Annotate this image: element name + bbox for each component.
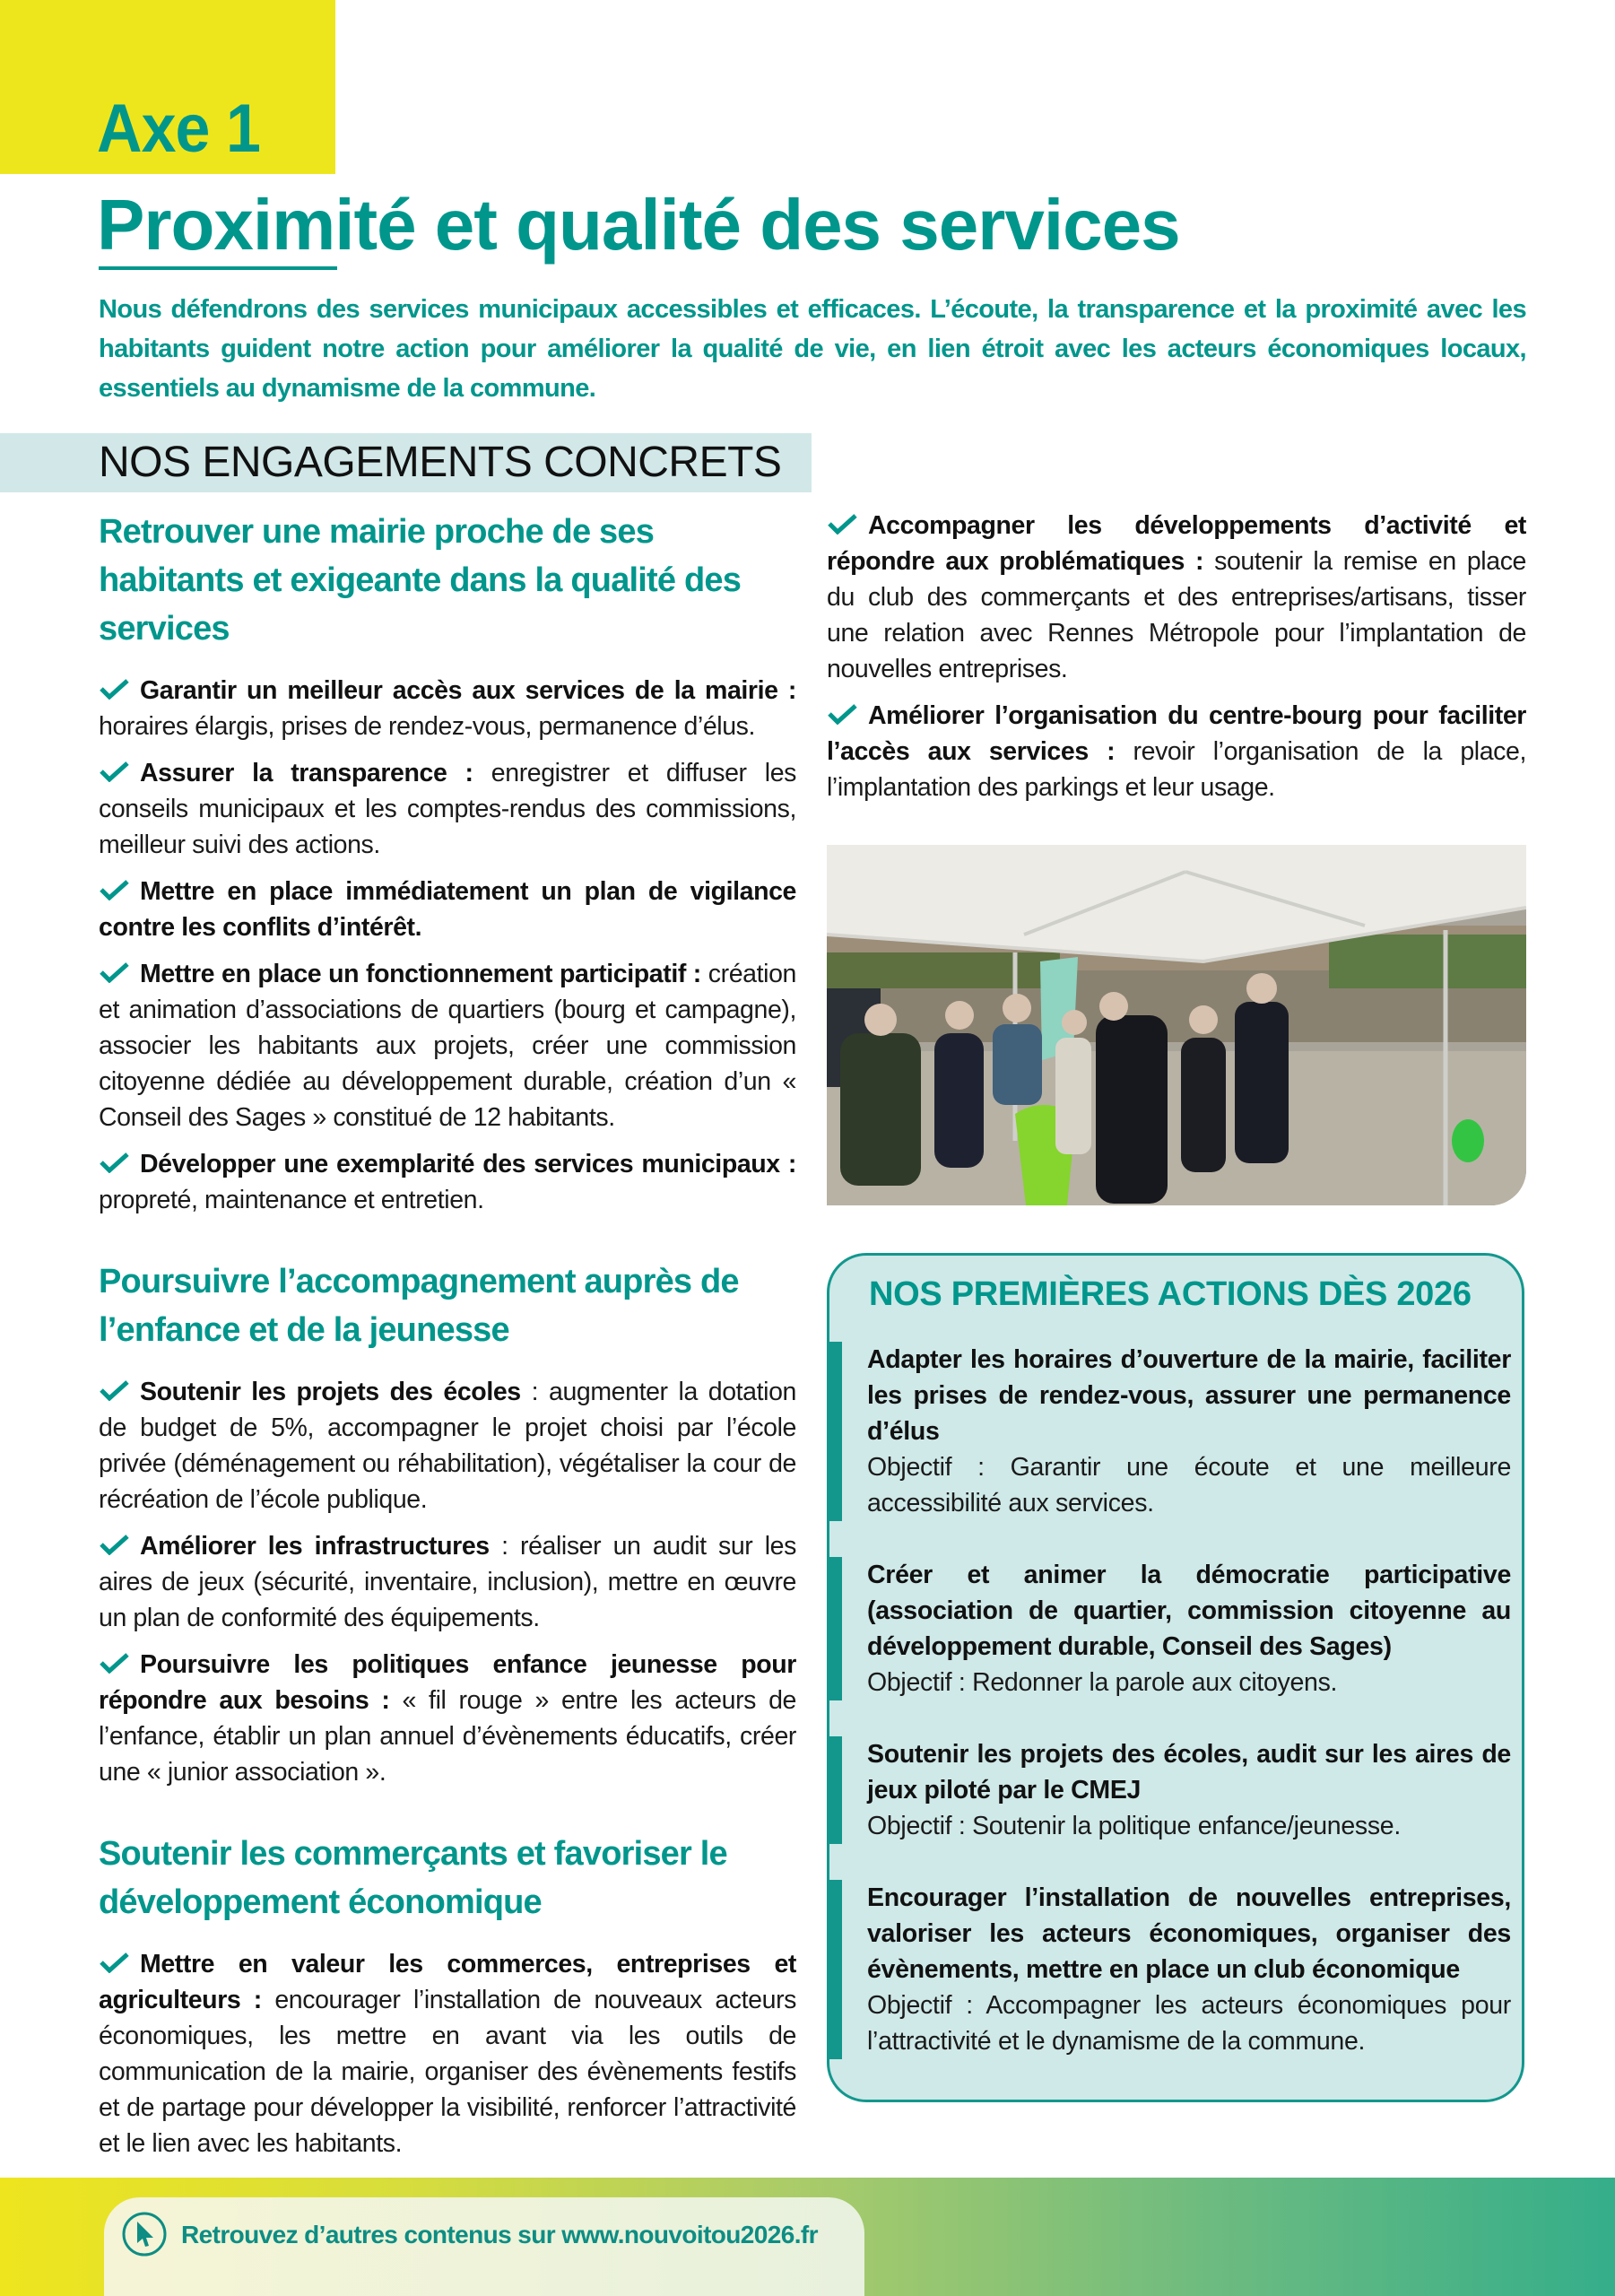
engagements-heading: NOS ENGAGEMENTS CONCRETS	[99, 439, 782, 486]
check-icon	[99, 1379, 131, 1401]
intro-paragraph: Nous défendrons des services municipaux accessibles et efficaces. L’écoute, la transparence et la proximité avec les habitants guident notre action pour améliorer la qualité de vie, en lien étroit avec les acteurs économiques locaux, essentiels au dynamisme de la commune.	[99, 295, 1526, 403]
action-accent-bar	[827, 1557, 842, 1700]
list-item: Soutenir les projets des écoles : augmenter la dotation de budget de 5%, accompagner le projet choisi par l’école privée (déménagement ou réhabilitation), végétaliser la cour de récréation de l’école publique.	[99, 1378, 796, 1514]
check-icon	[99, 879, 131, 900]
list-item: Assurer la transparence : enregistrer et diffuser les conseils municipaux et les comptes-rendus des commissions, meilleur suivi des actions.	[99, 759, 797, 859]
page-title: Proximité et qualité des services	[97, 185, 1180, 265]
action-accent-bar	[827, 1736, 842, 1844]
list-item: Poursuivre les politiques enfance jeunesse pour répondre aux besoins : « fil rouge » entre les acteurs de l’enfance, établir un plan annuel d’évènements éducatifs, créer une « junior association ».	[99, 1650, 796, 1787]
event-photo	[827, 845, 1526, 1205]
actions-heading: NOS PREMIÈRES ACTIONS DÈS 2026	[869, 1275, 1472, 1313]
action-accent-bar	[827, 1880, 842, 2059]
website-link[interactable]: Retrouvez d’autres contenus sur www.nouvoitou2026.fr	[181, 2221, 818, 2248]
check-icon	[99, 961, 131, 983]
axis-label: Axe 1	[97, 91, 260, 167]
first-actions-box	[827, 1253, 1524, 2102]
check-icon	[827, 703, 859, 725]
check-icon	[827, 513, 859, 535]
action-item: Encourager l’installation de nouvelles entreprises, valoriser les acteurs économiques, organiser des évènements, mettre en place un club économique Objectif : Accompagner les acteurs économiques pour l’attractivité et le dynamisme de la commune.	[829, 1880, 1511, 2059]
section-title-enfance: Poursuivre l’accompagnement auprès de l’enfance et de la jeunesse	[99, 1263, 739, 1349]
list-item: Développer une exemplarité des services municipaux : propreté, maintenance et entretien.	[99, 1150, 796, 1214]
section-title-commerce: Soutenir les commerçants et favoriser le développement économique	[99, 1835, 727, 1921]
action-item: Soutenir les projets des écoles, audit sur les aires de jeux piloté par le CMEJ Objectif : Soutenir la politique enfance/jeunesse.	[829, 1736, 1511, 1844]
right-column	[827, 508, 1526, 805]
list-item: Améliorer les infrastructures : réaliser un audit sur les aires de jeux (sécurité, inventaire, inclusion), mettre en œuvre un plan de conformité des équipements.	[99, 1532, 796, 1632]
check-icon	[99, 761, 131, 782]
list-item: Garantir un meilleur accès aux services de la mairie : horaires élargis, prises de rendez-vous, permanence d’élus.	[99, 676, 796, 741]
list-item: Améliorer l’organisation du centre-bourg pour faciliter l’accès aux services : revoir l’organisation de la place, l’implantation des parkings et leur usage.	[827, 701, 1526, 802]
list-item: Mettre en place un fonctionnement participatif : création et animation d’associations de quartiers (bourg et campagne), associer les habitants aux projets, créer une commission citoyenne dédiée au développement durable, création d’un « Conseil des Sages » constitué de 12 habitants.	[99, 960, 796, 1132]
event-photo-illustration	[827, 845, 1526, 1205]
list-item: Mettre en place immédiatement un plan de vigilance contre les conflits d’intérêt.	[99, 877, 796, 942]
list-item: Accompagner les développements d’activité et répondre aux problématiques : soutenir la remise en place du club des commerçants et des entreprises/artisans, tisser une relation avec Rennes Métropole pour l’implantation de nouvelles entreprises.	[827, 511, 1526, 683]
check-icon	[99, 678, 131, 700]
check-icon	[99, 1534, 131, 1555]
check-icon	[99, 1152, 131, 1173]
section-title-mairie: Retrouver une mairie proche de ses habitants et exigeante dans la qualité des services	[99, 513, 742, 648]
title-underline	[99, 266, 337, 270]
list-item: Mettre en valeur les commerces, entreprises et agriculteurs : encourager l’installation de nouveaux acteurs économiques, les mettre en avant via les outils de communication de la mairie, organiser des évènements festifs et de partage pour développer la visibilité, renforcer l’attractivité et le lien avec les habitants.	[99, 1950, 797, 2158]
action-item: Créer et animer la démocratie participative (association de quartier, commission citoyenne au développement durable, Conseil des Sages) Objectif : Redonner la parole aux citoyens.	[829, 1557, 1511, 1700]
check-icon	[99, 1952, 131, 1973]
left-column	[99, 508, 796, 2161]
cursor-icon	[121, 2211, 168, 2257]
action-item: Adapter les horaires d’ouverture de la mairie, faciliter les prises de rendez-vous, assurer une permanence d’élus Objectif : Garantir une écoute et une meilleure accessibilité aux services.	[829, 1342, 1511, 1521]
check-icon	[99, 1652, 131, 1674]
action-accent-bar	[827, 1342, 842, 1521]
